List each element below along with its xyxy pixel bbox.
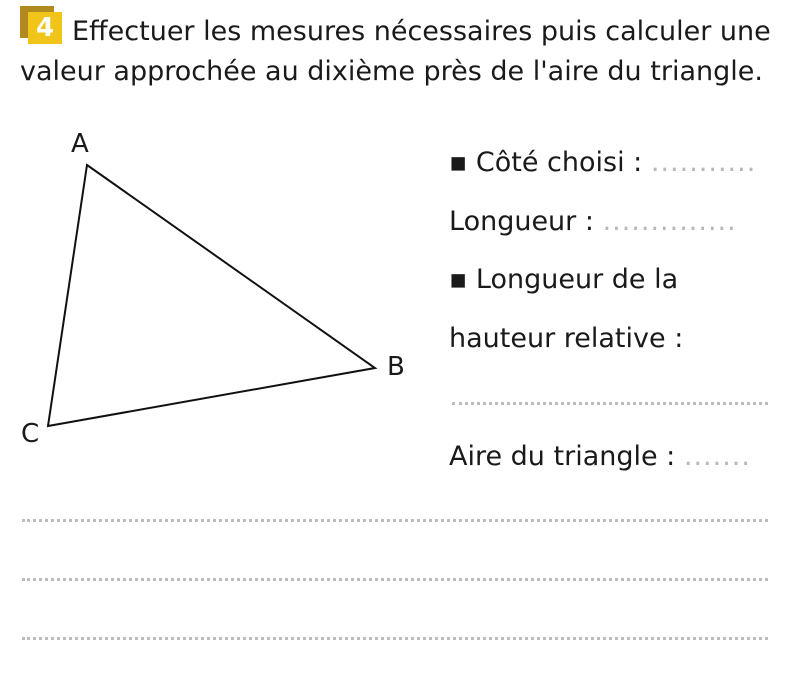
vertex-label-c: C [21,419,40,449]
vertex-label-a: A [71,129,89,159]
bullet-marker: ▪ [449,264,468,295]
exercise-number: 4 [28,12,62,44]
height-line-1 [449,263,678,297]
area-line [449,440,751,474]
length-line [449,205,737,239]
exercise-header [20,10,790,92]
height-label-line-1: Longueur de la [475,264,679,295]
area-answer-blank[interactable]: ....... [683,441,751,472]
height-answer-blank[interactable] [452,402,768,405]
exercise-number-badge [20,10,64,44]
chosen-side-label: Côté choisi : [475,147,643,178]
work-line-3[interactable] [22,637,768,640]
exercise-instruction: Effectuer les mesures nécessaires puis calculer une valeur approchée au dixième près de l'aire du triangle. [20,16,771,87]
height-label-line-2: hauteur relative : [449,323,684,354]
vertex-label-b: B [387,352,405,382]
work-line-1[interactable] [22,519,768,522]
triangle-drawing [0,120,440,460]
height-line-2 [449,322,683,356]
work-line-2[interactable] [22,578,768,581]
chosen-side-answer-blank[interactable]: ........... [650,147,757,178]
triangle-abc [48,165,375,426]
triangle-figure [0,120,440,460]
bullet-marker: ▪ [449,147,468,178]
length-label: Longueur : [449,206,594,237]
chosen-side-line [449,146,756,180]
area-label: Aire du triangle : [449,441,676,472]
length-answer-blank[interactable]: .............. [602,206,737,237]
